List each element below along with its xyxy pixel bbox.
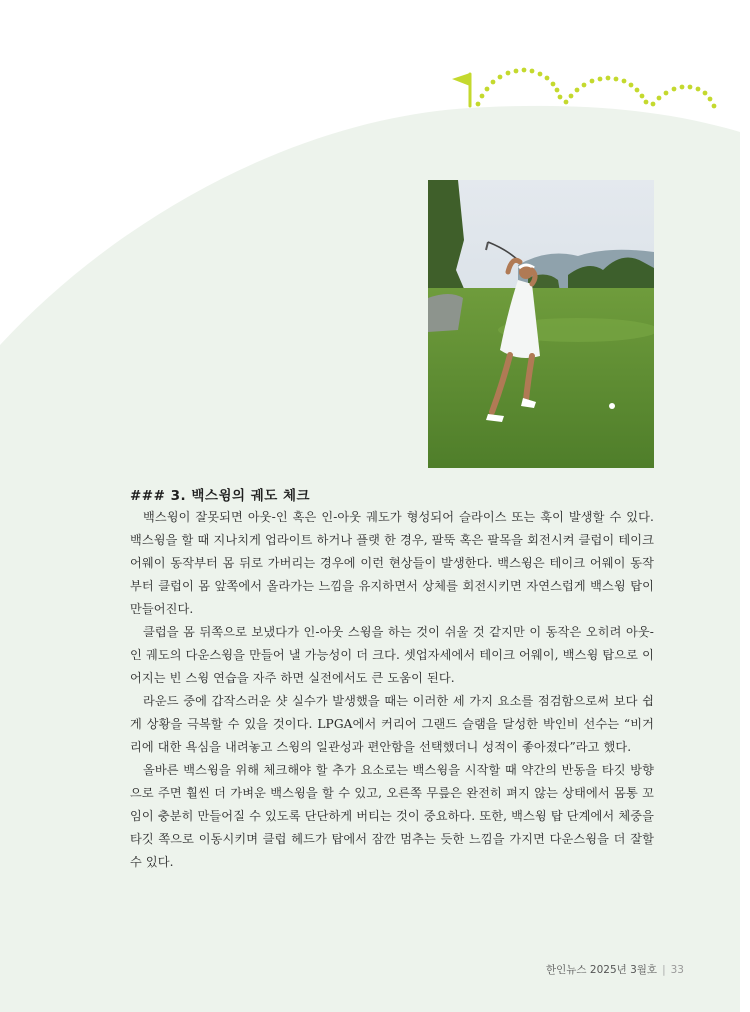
page-footer — [546, 962, 684, 977]
footer-separator: | — [662, 964, 666, 976]
section-heading: ### 3. 백스윙의 궤도 체크 — [130, 488, 311, 504]
publication-name: 한인뉴스 2025년 3월호 — [546, 964, 658, 976]
golfer-photo — [428, 180, 654, 468]
body-paragraph: 백스윙이 잘못되면 아웃-인 혹은 인-아웃 궤도가 형성되어 슬라이스 또는 훅이 발생할 수 있다. 백스윙을 할 때 지나치게 업라이트 하거나 플랫 한 경우, 팔뚝 혹은 팔목을 회전시켜 클럽이 테이크 어웨이 동작부터 몸 뒤로 가버리는 경우에 이런 현상들이 발생한다. 백스윙은 테이크 어웨이 동작부터 클럽이 몸 앞쪽에서 올라가는 느낌을 유지하면서 상체를 회전시키면 자연스럽게 백스윙 탑이 만들어진다. — [130, 510, 654, 616]
body-paragraph: 올바른 백스윙을 위해 체크해야 할 추가 요소로는 백스윙을 시작할 때 약간의 반동을 타깃 방향으로 주면 훨씬 더 가벼운 백스윙을 할 수 있고, 오른쪽 무릎은 완전히 펴지 않는 상태에서 몸통 꼬임이 충분히 만들어질 수 있도록 단단하게 버티는 것이 중요하다. 또한, 백스윙 탑 단계에서 체중을 타깃 쪽으로 이동시키며 클럽 헤드가 탑에서 잠깐 멈추는 듯한 느낌을 가지면 다운스윙을 더 잘할 수 있다. — [130, 763, 654, 869]
dotted-arc-decoration — [476, 68, 717, 109]
body-paragraph: 클럽을 몸 뒤쪽으로 보냈다가 인-아웃 스윙을 하는 것이 쉬울 것 같지만 이 동작은 오히려 아웃-인 궤도의 다운스윙을 만들어 낼 가능성이 더 크다. 셋업자세에서 테이크 어웨이, 백스윙 탑으로 이어지는 빈 스윙 연습을 자주 하면 실전에서도 큰 도움이 된다. — [130, 625, 654, 685]
body-paragraph: 라운드 중에 갑작스러운 샷 실수가 발생했을 때는 이러한 세 가지 요소를 점검함으로써 보다 쉽게 상황을 극복할 수 있을 것이다. LPGA에서 커리어 그랜드 슬램을 달성한 박인비 선수는 “비거리에 대한 욕심을 내려놓고 스윙의 일관성과 편안함을 선택했더니 성적이 좋아졌다”라고 했다. — [130, 694, 654, 754]
golf-flag-icon — [452, 73, 470, 106]
article-body — [130, 506, 654, 874]
page-number: 33 — [670, 964, 684, 976]
